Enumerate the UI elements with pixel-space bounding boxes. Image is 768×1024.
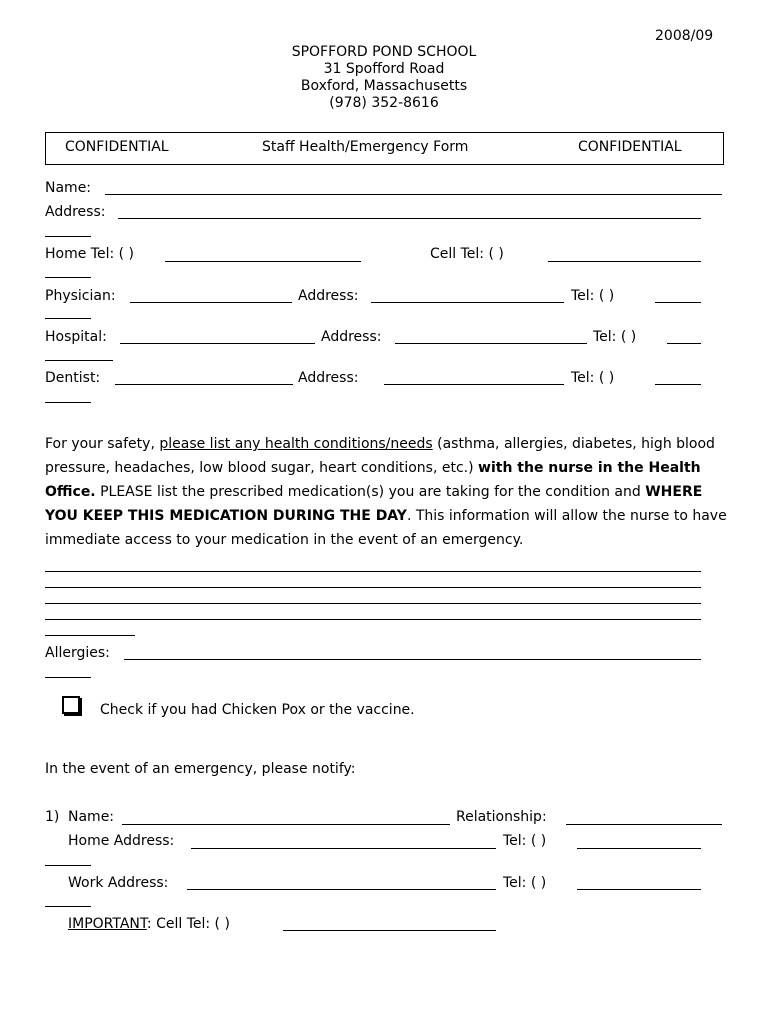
contact-1-home-tel-field[interactable] — [577, 848, 701, 849]
instructions-line-3 — [45, 480, 702, 504]
dentist-address-label: Address: — [298, 370, 359, 386]
contact-1-number: 1) — [45, 809, 60, 825]
instructions-text: (asthma, allergies, diabetes, high blood — [432, 436, 715, 452]
allergies-label: Allergies: — [45, 645, 110, 661]
physician-tel-field[interactable] — [655, 302, 701, 303]
contact-1-home-tel-label: Tel: ( ) — [503, 833, 547, 849]
contact-1-home-address-label: Home Address: — [68, 833, 175, 849]
dentist-tel-field[interactable] — [655, 384, 701, 385]
confidential-right: CONFIDENTIAL — [578, 139, 682, 155]
instructions-line-1 — [45, 432, 715, 456]
hospital-tel-field-continued[interactable] — [45, 360, 113, 361]
allergies-field-continued[interactable] — [45, 677, 91, 678]
address-field[interactable] — [118, 218, 701, 219]
physician-address-label: Address: — [298, 288, 359, 304]
contact-1-cell-tel-field[interactable] — [283, 930, 496, 931]
contact-1-home-tel-field-continued[interactable] — [45, 865, 91, 866]
health-conditions-line[interactable] — [45, 619, 701, 620]
school-city: Boxford, Massachusetts — [300, 78, 468, 94]
emergency-heading: In the event of an emergency, please notify: — [45, 761, 356, 777]
cell-tel-label: Cell Tel: ( ) — [430, 246, 504, 262]
physician-tel-field-continued[interactable] — [45, 318, 91, 319]
contact-1-relationship-label: Relationship: — [456, 809, 547, 825]
contact-1-home-address-field[interactable] — [191, 848, 496, 849]
contact-1-work-tel-field-continued[interactable] — [45, 906, 91, 907]
chicken-pox-checkbox[interactable] — [62, 696, 80, 714]
instructions-line-4 — [45, 504, 727, 528]
address-label: Address: — [45, 204, 106, 220]
instructions-bold: with the nurse in the Health — [478, 460, 701, 476]
home-tel-label: Home Tel: ( ) — [45, 246, 135, 262]
home-tel-field[interactable] — [165, 261, 361, 262]
school-header — [234, 44, 534, 112]
form-title: Staff Health/Emergency Form — [262, 139, 469, 155]
dentist-tel-field-continued[interactable] — [45, 402, 91, 403]
name-field[interactable] — [105, 194, 722, 195]
contact-1-work-tel-label: Tel: ( ) — [503, 875, 547, 891]
dentist-address-field[interactable] — [384, 384, 564, 385]
hospital-address-label: Address: — [321, 329, 382, 345]
hospital-tel-label: Tel: ( ) — [593, 329, 637, 345]
physician-tel-label: Tel: ( ) — [571, 288, 615, 304]
physician-address-field[interactable] — [371, 302, 564, 303]
instructions-text: PLEASE list the prescribed medication(s) you are taking for the condition and — [95, 484, 646, 500]
instructions-text: . This information will allow the nurse to have — [406, 508, 727, 524]
school-street: 31 Spofford Road — [323, 61, 445, 77]
contact-1-work-address-field[interactable] — [187, 889, 496, 890]
allergies-field[interactable] — [124, 659, 701, 660]
important-label: IMPORTANT — [68, 916, 147, 932]
dentist-field[interactable] — [115, 384, 293, 385]
physician-field[interactable] — [130, 302, 292, 303]
health-conditions-line[interactable] — [45, 571, 701, 572]
physician-label: Physician: — [45, 288, 116, 304]
health-conditions-line[interactable] — [45, 603, 701, 604]
instructions-underlined: please list any health conditions/needs — [159, 436, 433, 452]
instructions-line-2 — [45, 456, 701, 480]
school-year: 2008/09 — [655, 28, 714, 44]
contact-1-work-address-label: Work Address: — [68, 875, 169, 891]
instructions-text: For your safety, — [45, 436, 160, 452]
hospital-field[interactable] — [120, 343, 315, 344]
dentist-label: Dentist: — [45, 370, 101, 386]
confidential-banner — [45, 132, 724, 165]
address-field-continued[interactable] — [45, 236, 91, 237]
hospital-address-field[interactable] — [395, 343, 587, 344]
contact-1-cell-tel-label — [68, 916, 230, 932]
instructions-bold: YOU KEEP THIS MEDICATION DURING THE DAY — [45, 508, 407, 524]
cell-tel-text: : Cell Tel: ( ) — [146, 916, 230, 932]
health-conditions-line[interactable] — [45, 587, 701, 588]
confidential-left: CONFIDENTIAL — [65, 139, 169, 155]
hospital-label: Hospital: — [45, 329, 107, 345]
instructions-text: immediate access to your medication in the event of an emergency. — [45, 532, 524, 548]
instructions-bold: Office. — [45, 484, 96, 500]
instructions-line-5 — [45, 528, 523, 552]
cell-tel-field[interactable] — [548, 261, 701, 262]
contact-1-work-tel-field[interactable] — [577, 889, 701, 890]
cell-tel-field-continued[interactable] — [45, 277, 91, 278]
contact-1-name-field[interactable] — [122, 824, 450, 825]
contact-1-name-label: Name: — [68, 809, 115, 825]
contact-1-relationship-field[interactable] — [566, 824, 722, 825]
school-phone: (978) 352-8616 — [329, 95, 439, 111]
school-name: SPOFFORD POND SCHOOL — [291, 44, 477, 60]
name-label: Name: — [45, 180, 92, 196]
dentist-tel-label: Tel: ( ) — [571, 370, 615, 386]
instructions-bold: WHERE — [645, 484, 703, 500]
chicken-pox-label: Check if you had Chicken Pox or the vaccine. — [100, 702, 415, 718]
instructions-text: pressure, headaches, low blood sugar, heart conditions, etc.) — [45, 460, 479, 476]
health-conditions-line[interactable] — [45, 635, 135, 636]
hospital-tel-field[interactable] — [667, 343, 701, 344]
